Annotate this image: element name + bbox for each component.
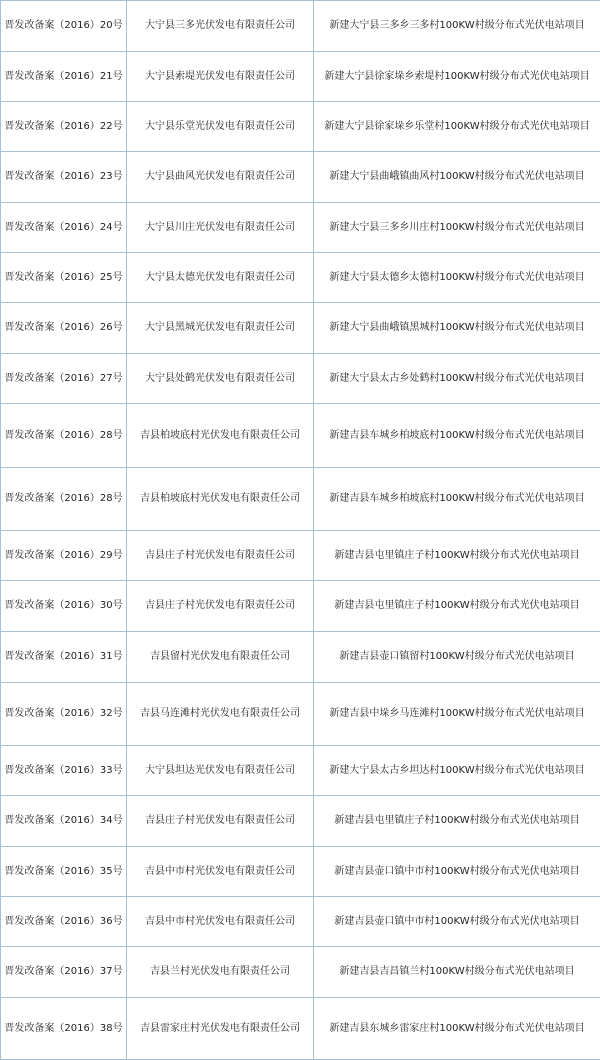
project-cell: 新建大宁县三多乡三多村100KW村级分布式光伏电站项目: [314, 1, 600, 52]
table-row: [1, 52, 600, 102]
table-row: [1, 531, 600, 581]
table-row: [1, 847, 600, 897]
company-cell: 大宁县太德光伏发电有限责任公司: [127, 253, 314, 303]
filing-number-cell: 晋发改备案（2016）31号: [1, 632, 127, 683]
company-cell: 吉县留村光伏发电有限责任公司: [127, 632, 314, 683]
filing-number-cell: 晋发改备案（2016）22号: [1, 102, 127, 152]
company-cell: 吉县柏坡底村光伏发电有限责任公司: [127, 468, 314, 531]
company-cell: 大宁县黑城光伏发电有限责任公司: [127, 303, 314, 354]
company-cell: 大宁县曲风光伏发电有限责任公司: [127, 152, 314, 203]
company-cell: 吉县庄子村光伏发电有限责任公司: [127, 581, 314, 632]
project-cell: 新建吉县东城乡雷家庄村100KW村级分布式光伏电站项目: [314, 998, 600, 1060]
project-cell: 新建大宁县太古乡坦达村100KW村级分布式光伏电站项目: [314, 746, 600, 796]
project-cell: 新建吉县壶口镇留村100KW村级分布式光伏电站项目: [314, 632, 600, 683]
company-cell: 吉县柏坡底村光伏发电有限责任公司: [127, 404, 314, 468]
table-row: [1, 796, 600, 847]
table-body: [1, 1, 600, 1060]
project-cell: 新建吉县吉昌镇兰村100KW村级分布式光伏电站项目: [314, 947, 600, 998]
filing-number-cell: 晋发改备案（2016）36号: [1, 897, 127, 947]
company-cell: 吉县马连滩村光伏发电有限责任公司: [127, 683, 314, 746]
project-cell: 新建大宁县太古乡处鹤村100KW村级分布式光伏电站项目: [314, 354, 600, 404]
table-row: [1, 998, 600, 1060]
table-row: [1, 404, 600, 468]
table-row: [1, 152, 600, 203]
project-cell: 新建吉县壶口镇中市村100KW村级分布式光伏电站项目: [314, 897, 600, 947]
company-cell: 大宁县处鹤光伏发电有限责任公司: [127, 354, 314, 404]
project-cell: 新建大宁县曲峨镇黑城村100KW村级分布式光伏电站项目: [314, 303, 600, 354]
filing-number-cell: 晋发改备案（2016）24号: [1, 203, 127, 253]
company-cell: 大宁县坦达光伏发电有限责任公司: [127, 746, 314, 796]
project-cell: 新建大宁县太德乡太德村100KW村级分布式光伏电站项目: [314, 253, 600, 303]
filing-number-cell: 晋发改备案（2016）34号: [1, 796, 127, 847]
table-row: [1, 303, 600, 354]
filing-number-cell: 晋发改备案（2016）28号: [1, 404, 127, 468]
table-row: [1, 102, 600, 152]
project-cell: 新建吉县壶口镇中市村100KW村级分布式光伏电站项目: [314, 847, 600, 897]
project-cell: 新建大宁县三多乡川庄村100KW村级分布式光伏电站项目: [314, 203, 600, 253]
filing-number-cell: 晋发改备案（2016）37号: [1, 947, 127, 998]
filing-number-cell: 晋发改备案（2016）32号: [1, 683, 127, 746]
project-cell: 新建大宁县曲峨镇曲风村100KW村级分布式光伏电站项目: [314, 152, 600, 203]
filing-number-cell: 晋发改备案（2016）29号: [1, 531, 127, 581]
company-cell: 吉县中市村光伏发电有限责任公司: [127, 847, 314, 897]
table-row: [1, 354, 600, 404]
company-cell: 吉县雷家庄村光伏发电有限责任公司: [127, 998, 314, 1060]
filing-number-cell: 晋发改备案（2016）38号: [1, 998, 127, 1060]
table-row: [1, 632, 600, 683]
filing-number-cell: 晋发改备案（2016）26号: [1, 303, 127, 354]
filing-number-cell: 晋发改备案（2016）33号: [1, 746, 127, 796]
table-row: [1, 746, 600, 796]
filing-number-cell: 晋发改备案（2016）28号: [1, 468, 127, 531]
table-row: [1, 581, 600, 632]
table-row: [1, 683, 600, 746]
company-cell: 吉县庄子村光伏发电有限责任公司: [127, 796, 314, 847]
company-cell: 大宁县索堤光伏发电有限责任公司: [127, 52, 314, 102]
filing-number-cell: 晋发改备案（2016）23号: [1, 152, 127, 203]
project-cell: 新建吉县中垛乡马连滩村100KW村级分布式光伏电站项目: [314, 683, 600, 746]
table-row: [1, 1, 600, 52]
project-cell: 新建吉县车城乡柏坡底村100KW村级分布式光伏电站项目: [314, 468, 600, 531]
filing-number-cell: 晋发改备案（2016）21号: [1, 52, 127, 102]
filing-number-cell: 晋发改备案（2016）30号: [1, 581, 127, 632]
project-cell: 新建吉县屯里镇庄子村100KW村级分布式光伏电站项目: [314, 796, 600, 847]
company-cell: 大宁县川庄光伏发电有限责任公司: [127, 203, 314, 253]
project-cell: 新建吉县屯里镇庄子村100KW村级分布式光伏电站项目: [314, 581, 600, 632]
filing-number-cell: 晋发改备案（2016）25号: [1, 253, 127, 303]
filing-number-cell: 晋发改备案（2016）35号: [1, 847, 127, 897]
table-row: [1, 203, 600, 253]
table-row: [1, 947, 600, 998]
table-row: [1, 468, 600, 531]
table-row: [1, 253, 600, 303]
company-cell: 吉县兰村光伏发电有限责任公司: [127, 947, 314, 998]
filing-number-cell: 晋发改备案（2016）20号: [1, 1, 127, 52]
company-cell: 大宁县三多光伏发电有限责任公司: [127, 1, 314, 52]
company-cell: 吉县庄子村光伏发电有限责任公司: [127, 531, 314, 581]
filing-number-cell: 晋发改备案（2016）27号: [1, 354, 127, 404]
project-cell: 新建大宁县徐家垛乡索堤村100KW村级分布式光伏电站项目: [314, 52, 600, 102]
company-cell: 大宁县乐堂光伏发电有限责任公司: [127, 102, 314, 152]
table-row: [1, 897, 600, 947]
company-cell: 吉县中市村光伏发电有限责任公司: [127, 897, 314, 947]
project-cell: 新建大宁县徐家垛乡乐堂村100KW村级分布式光伏电站项目: [314, 102, 600, 152]
project-cell: 新建吉县车城乡柏坡底村100KW村级分布式光伏电站项目: [314, 404, 600, 468]
project-cell: 新建吉县屯里镇庄子村100KW村级分布式光伏电站项目: [314, 531, 600, 581]
